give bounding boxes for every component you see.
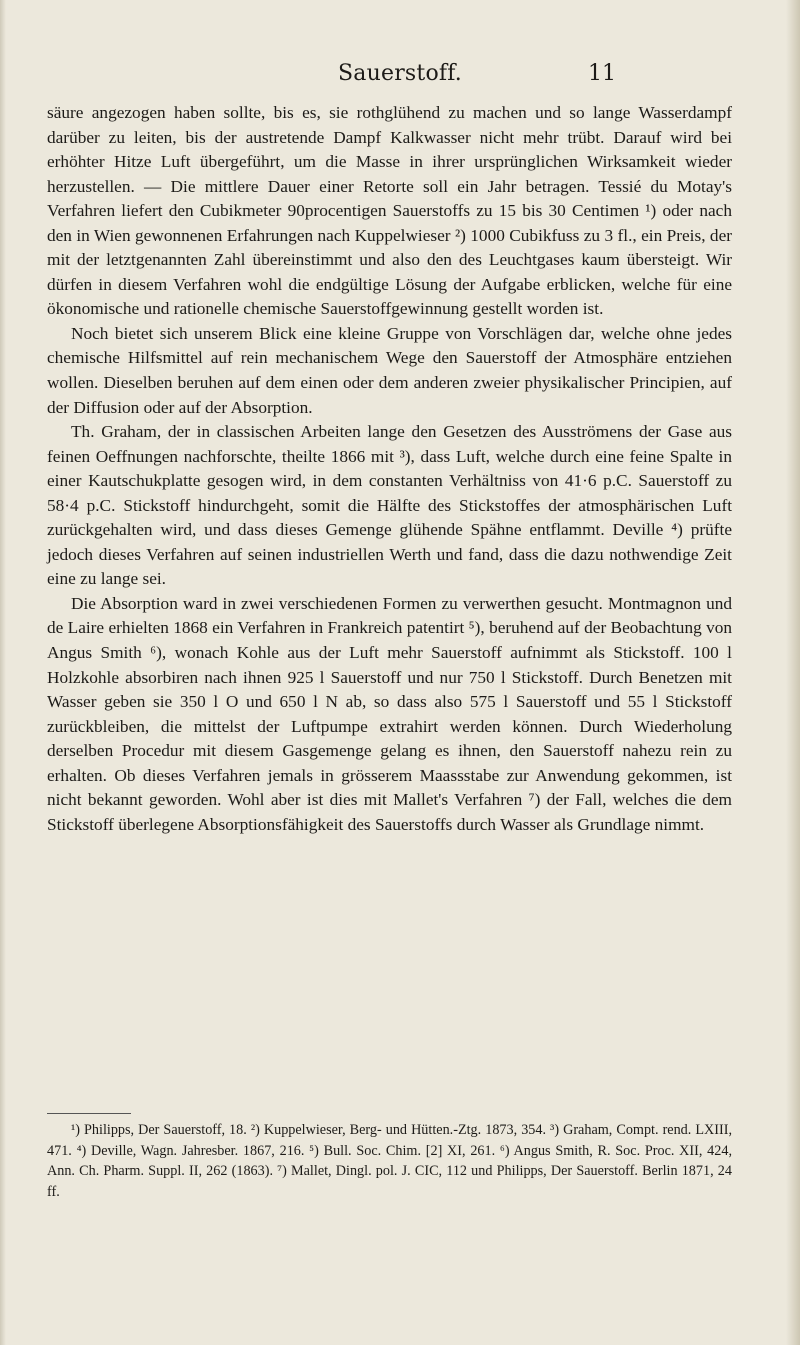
footnote-text: ¹) Philipps, Der Sauerstoff, 18. ²) Kuppelwieser, Berg- und Hütten.-Ztg. 1873, 354. ³) Graham, Compt. rend. LXIII, 471. ⁴) Deville, Wagn. Jahresber. 1867, 216. ⁵) Bull. Soc. Chim. [2] XI, 261. ⁶) Angus Smith, R. Soc. Proc. XII, 424, Ann. Ch. Pharm. Suppl. II, 262 (1863). ⁷) Mallet, Dingl. pol. J. CIC, 112 und Philipps, Der Sauerstoff. Berlin 1871, 24 ff. [47, 1122, 732, 1200]
footnotes [47, 1120, 732, 1202]
page-header [0, 61, 800, 91]
page-edge-left [0, 0, 6, 1345]
paragraph: Die Absorption ward in zwei verschiedenen Formen zu verwerthen gesucht. Montmagnon und de Laire erhielten 1868 ein Verfahren in Frankreich patentirt ⁵), beruhend auf der Beobachtung von Angus Smith ⁶), wonach Kohle aus der Luft mehr Sauerstoff aufnimmt als Stickstoff. 100 l Holzkohle absorbiren nach ihnen 925 l Sauerstoff und nur 750 l Stickstoff. Durch Benetzen mit Wasser geben sie 350 l O und 650 l N ab, so dass also 575 l Sauerstoff und 55 l Stickstoff zurückbleiben, die mittelst der Luftpumpe extrahirt werden können. Durch Wiederholung derselben Procedur mit diesem Gasgemenge gelang es ihnen, den Sauerstoff nahezu rein zu erhalten. Ob dieses Verfahren jemals in grösserem Maassstabe zur Anwendung gekommen, ist nicht bekannt geworden. Wohl aber ist dies mit Mallet's Verfahren ⁷) der Fall, welches die dem Stickstoff überlegene Absorptionsfähigkeit des Sauerstoffs durch Wasser als Grundlage nimmt. [47, 593, 732, 834]
paragraph: Noch bietet sich unserem Blick eine kleine Gruppe von Vorschlägen dar, welche ohne jedes chemische Hilfsmittel auf rein mechanischem Wege den Sauerstoff der Atmosphäre entziehen wollen. Dieselben beruhen auf dem einen oder dem anderen zweier physikalischer Principien, auf der Diffusion oder auf der Absorption. [47, 323, 732, 417]
page-edge-right [786, 0, 800, 1345]
paragraph: säure angezogen haben sollte, bis es, sie rothglühend zu machen und so lange Wasserdampf darüber zu leiten, bis der austretende Dampf Kalkwasser nicht mehr trübt. Darauf wird bei erhöhter Hitze Luft übergeführt, um die Masse in ihrer ursprünglichen Wirksamkeit wieder herzustellen. — Die mittlere Dauer einer Retorte soll ein Jahr betragen. Tessié du Motay's Verfahren liefert den Cubikmeter 90procentigen Sauerstoffs zu 15 bis 30 Centimen ¹) oder nach den in Wien gewonnenen Erfahrungen nach Kuppelwieser ²) 1000 Cubikfuss zu 3 fl., ein Preis, der mit der letztgenannten Zahl übereinstimmt und also den des Leuchtgases kaum übersteigt. Wir dürfen in diesem Verfahren wohl die endgültige Lösung der Aufgabe erblicken, welche für eine ökonomische und rationelle chemische Sauerstoffgewinnung gestellt worden ist. [47, 103, 732, 319]
footnote-divider [47, 1113, 131, 1114]
page-number: 11 [588, 61, 616, 86]
running-title: Sauerstoff. [338, 61, 462, 86]
body-text [47, 101, 732, 837]
paragraph: Th. Graham, der in classischen Arbeiten lange den Gesetzen des Ausströmens der Gase aus feinen Oeffnungen nachforschte, theilte 1866 mit ³), dass Luft, welche durch eine feine Spalte in einer Kautschukplatte gesogen wird, in dem constanten Verhältniss von 41·6 p.C. Sauerstoff zu 58·4 p.C. Stickstoff hindurchgeht, somit die Hälfte des Stickstoffes der atmosphärischen Luft zurückgehalten wird, und dass dieses Gemenge glühende Spähne entflammt. Deville ⁴) prüfte jedoch dieses Verfahren auf seinen industriellen Werth und fand, dass die dazu nothwendige Zeit eine zu lange sei. [47, 422, 732, 589]
